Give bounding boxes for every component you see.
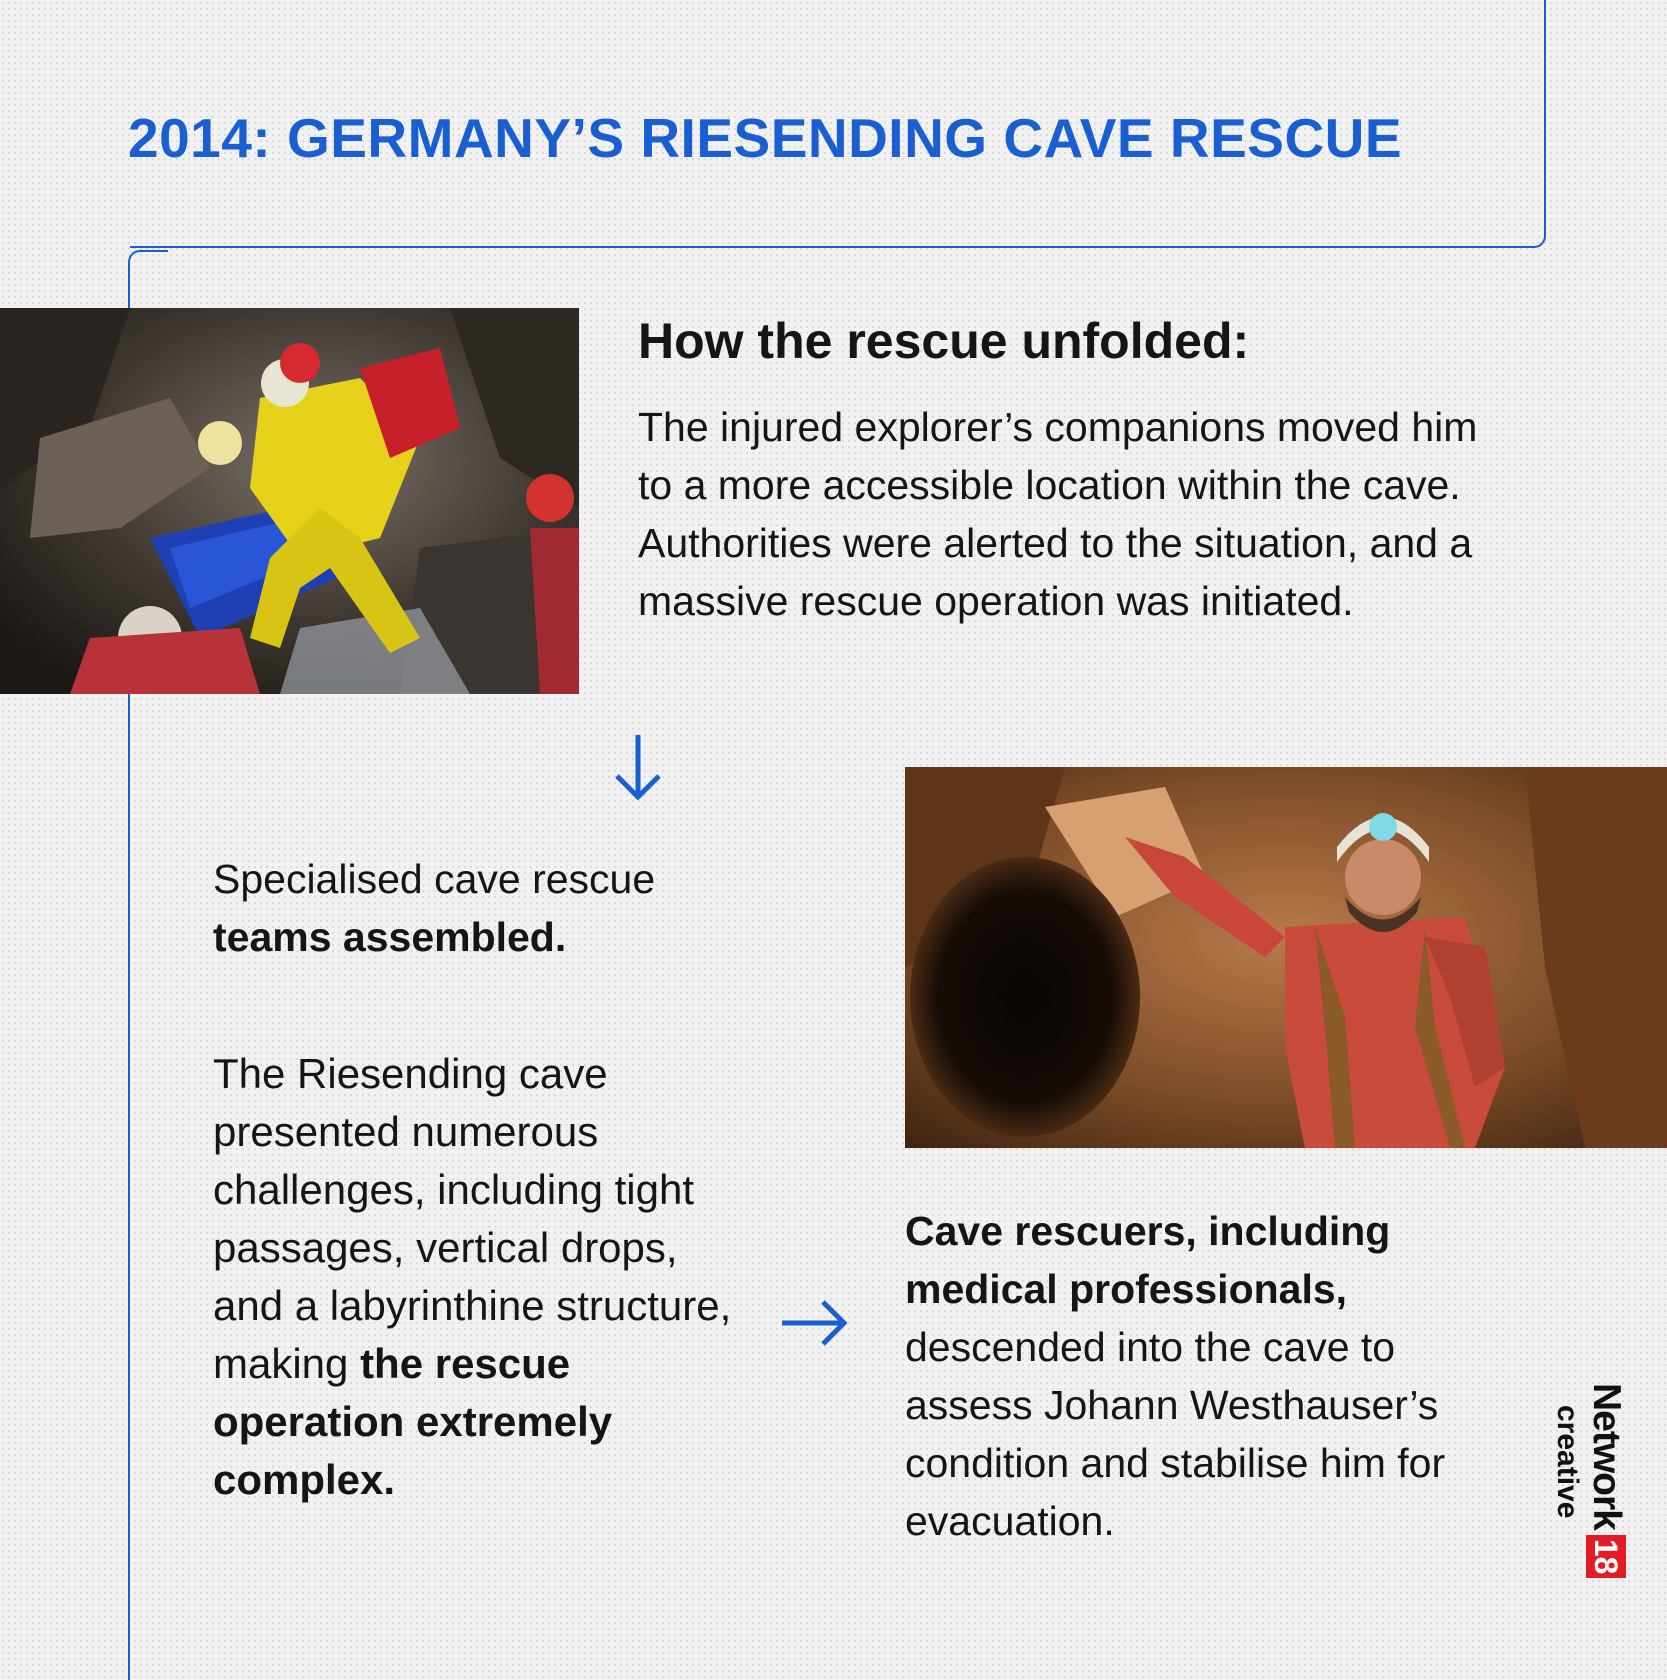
logo-subtitle: creative <box>1551 1405 1584 1519</box>
teams-emphasis: teams assembled. <box>213 914 567 960</box>
rescued-caver-photo <box>905 767 1667 1148</box>
rescuers-paragraph <box>905 1202 1525 1550</box>
teams-text: Specialised cave rescue <box>213 856 656 902</box>
page-title: 2014: GERMANY’S RIESENDING CAVE RESCUE <box>128 107 1403 169</box>
logo-wordmark: Network <box>1585 1383 1628 1530</box>
rescue-stretcher-photo <box>0 308 579 694</box>
challenges-emphasis: the rescue operation extremely complex. <box>213 1340 613 1503</box>
section-heading: How the rescue unfolded: <box>638 313 1250 369</box>
intro-paragraph: The injured explorer’s companions moved him to a more accessible location within the cave. Authorities were alerted to the situation, and a massive rescue operation was initiated. <box>638 404 1478 624</box>
rescuers-emphasis: Cave rescuers, including medical professionals, <box>905 1208 1391 1312</box>
rescuers-text: descended into the cave to assess Johann Westhauser’s condition and stabilise him for evacuation. <box>905 1324 1446 1544</box>
arrow-right-icon <box>780 1298 850 1348</box>
arrow-down-icon <box>613 733 663 803</box>
network18-creative-logo <box>1544 1383 1628 1628</box>
logo-number-badge: 18 <box>1586 1535 1626 1579</box>
challenges-text: The Riesending cave presented numerous challenges, including tight passages, vertical drops, and a labyrinthine structure, making <box>213 1050 732 1387</box>
teams-paragraph <box>213 850 733 966</box>
challenges-paragraph <box>213 1045 753 1509</box>
